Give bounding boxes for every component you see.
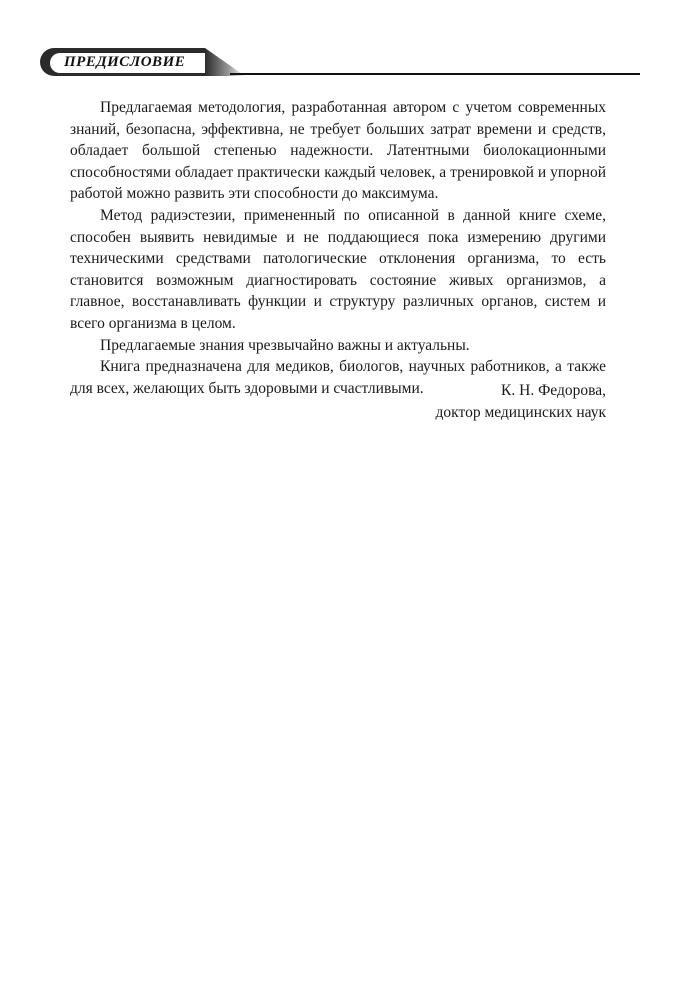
body-text <box>70 97 606 399</box>
paragraph-1: Предлагаемая методология, разработанная автором с учетом современных знаний, безопасна, эффективна, не требует больших затрат времени и средств, обладает большой степенью надежности. Латентными биолокационными способностями обладает практически каждый человек, а тренировкой и упорной работой можно развить эти способности до максимума. <box>70 99 606 203</box>
chapter-title: ПРЕДИСЛОВИЕ <box>64 54 186 70</box>
signature-name: К. Н. Федорова, <box>501 382 606 399</box>
header-rule <box>230 73 640 75</box>
signature-block <box>436 380 606 424</box>
signature-title: доктор медицинских наук <box>435 404 606 421</box>
paragraph-3: Предлагаемые знания чрезвычайно важны и актуальны. <box>100 336 470 354</box>
paragraph-4: Книга предназначена для медиков, биологов, научных работников, а также для всех, желающих быть здоровыми и счастливыми. <box>70 358 606 397</box>
chapter-header <box>40 48 640 78</box>
paragraph-2: Метод радиэстезии, примененный по описанной в данной книге схеме, способен выявить невидимые и не поддающиеся пока измерению другими техническими средствами патологические отклонения организма, то есть становится возможным диагностировать состояние живых организмов, а главное, восстанавливать функции и структуру различных органов, систем и всего организма в целом. <box>70 206 606 332</box>
header-fade-decoration <box>205 48 245 76</box>
